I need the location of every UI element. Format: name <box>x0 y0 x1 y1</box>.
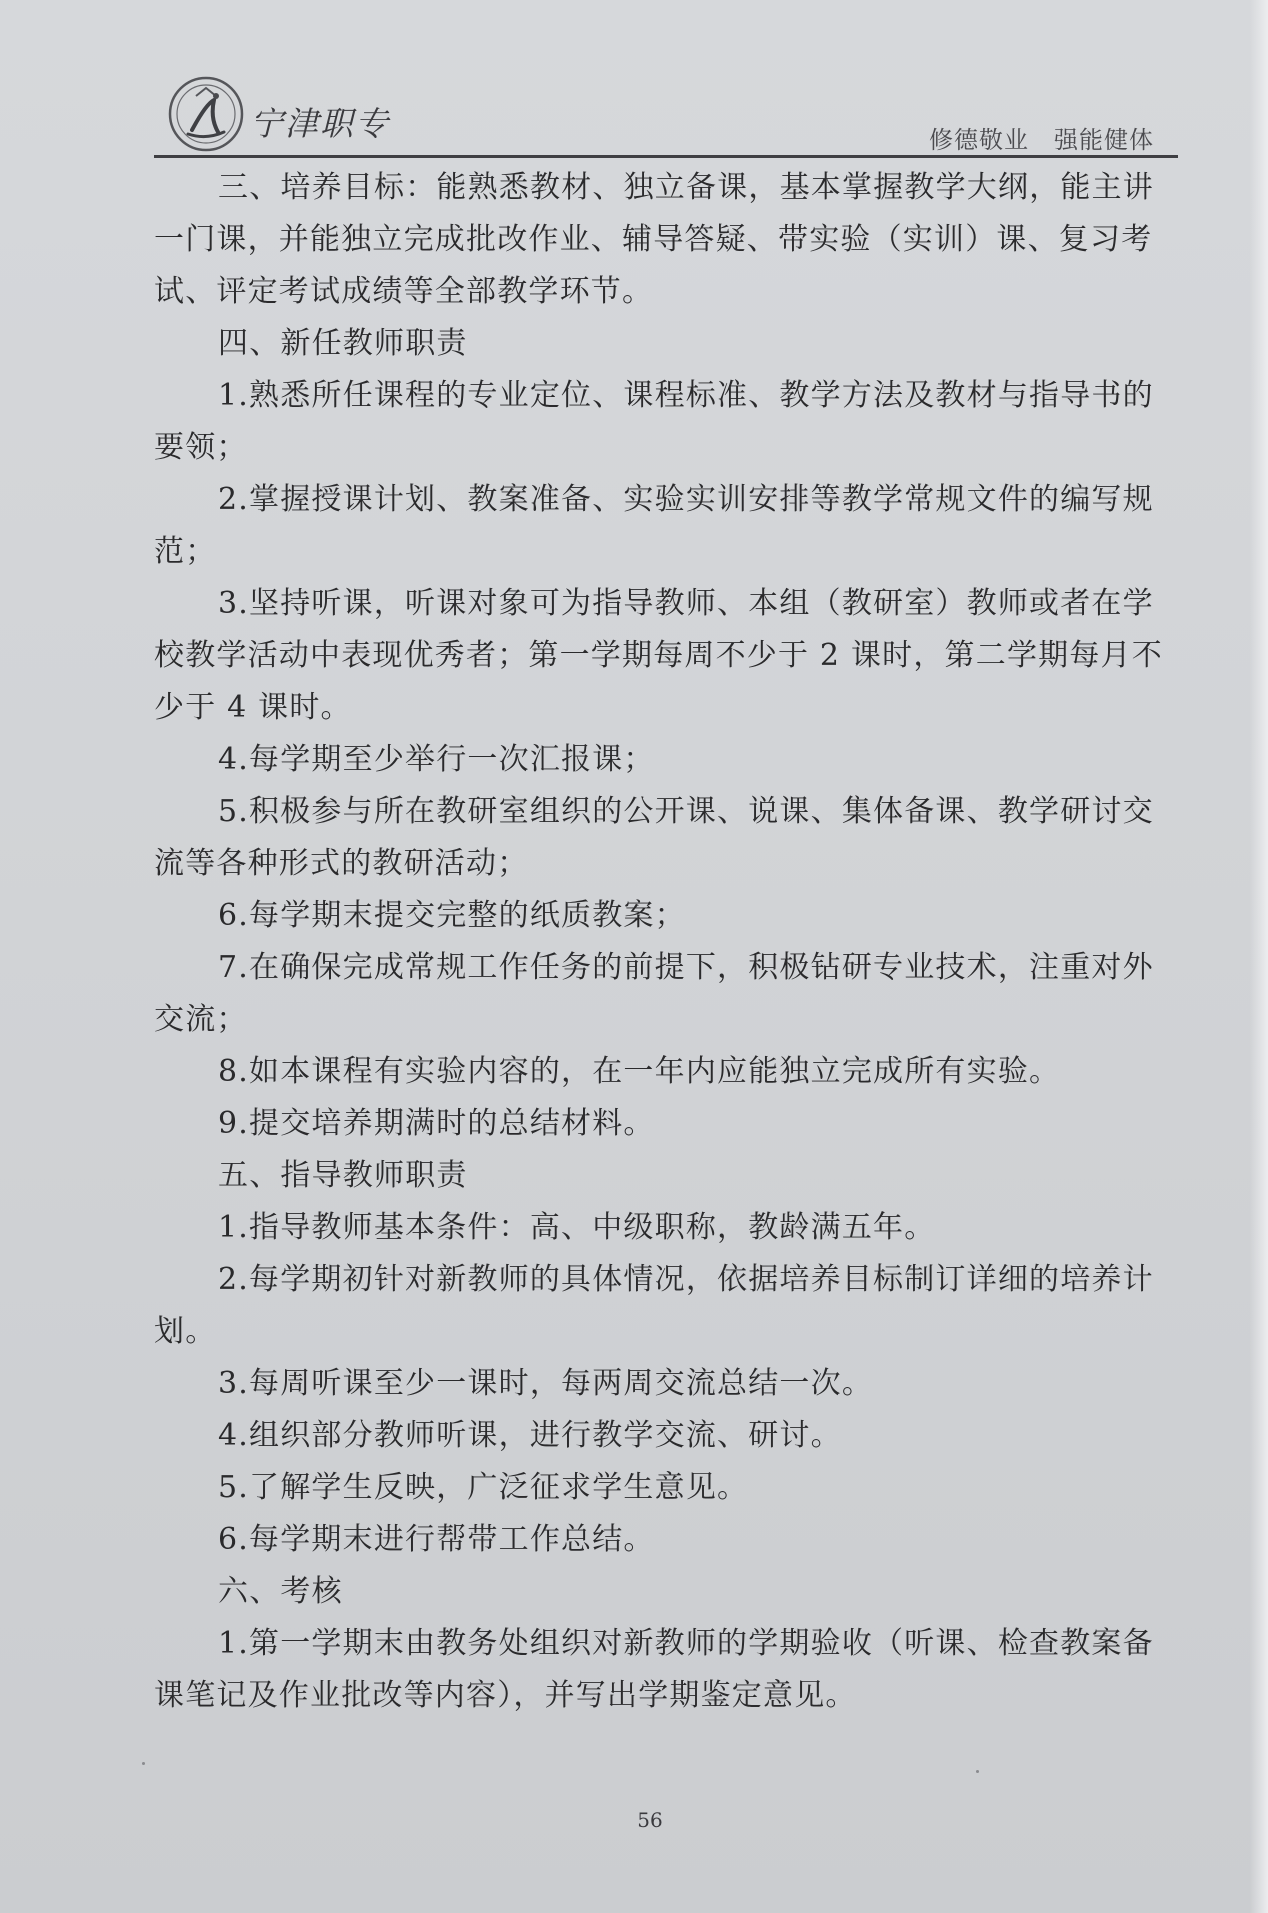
text-line: 五、指导教师职责 <box>218 1158 468 1193</box>
text-line: 5.积极参与所在教研室组织的公开课、说课、集体备课、教学研讨交 <box>218 794 1154 829</box>
paragraph <box>154 318 1166 370</box>
text-line: 六、考核 <box>218 1574 343 1609</box>
text-line: 1.熟悉所任课程的专业定位、课程标准、教学方法及教材与指导书的 <box>218 378 1154 413</box>
text-line: 7.在确保完成常规工作任务的前提下，积极钻研专业技术，注重对外 <box>218 950 1154 985</box>
text-line: 3.坚持听课，听课对象可为指导教师、本组（教研室）教师或者在学 <box>218 586 1154 621</box>
page-edge-shade <box>1250 0 1268 1913</box>
paragraph <box>154 942 1166 1046</box>
text-line: 一门课，并能独立完成批改作业、辅导答疑、带实验（实训）课、复习考 <box>154 222 1153 257</box>
paragraph <box>154 1098 1166 1150</box>
text-line: 2.每学期初针对新教师的具体情况，依据培养目标制订详细的培养计 <box>218 1262 1154 1297</box>
page-header <box>154 58 1178 158</box>
text-line: 2.掌握授课计划、教案准备、实验实训安排等教学常规文件的编写规 <box>218 482 1154 517</box>
text-line: 范； <box>154 534 217 569</box>
text-line: 6.每学期末提交完整的纸质教案； <box>218 898 686 933</box>
header-divider <box>154 155 1178 158</box>
school-motto: 修德敬业 强能健体 <box>929 126 1154 154</box>
text-line: 三、培养目标：能熟悉教材、独立备课，基本掌握教学大纲，能主讲 <box>218 170 1154 205</box>
text-line: 1.指导教师基本条件：高、中级职称，教龄满五年。 <box>218 1210 936 1245</box>
text-line: 试、评定考试成绩等全部教学环节。 <box>154 274 654 309</box>
text-line: 4.组织部分教师听课，进行教学交流、研讨。 <box>218 1418 842 1453</box>
text-line: 9.提交培养期满时的总结材料。 <box>218 1106 655 1141</box>
paragraph <box>154 1254 1166 1358</box>
paragraph <box>154 1566 1166 1618</box>
paper-speck <box>976 1770 979 1773</box>
paragraph <box>154 786 1166 890</box>
text-line: 流等各种形式的教研活动； <box>154 846 529 881</box>
text-line: 3.每周听课至少一课时，每两周交流总结一次。 <box>218 1366 874 1401</box>
text-line: 少于 4 课时。 <box>154 690 352 725</box>
text-line: 课笔记及作业批改等内容），并写出学期鉴定意见。 <box>154 1678 857 1713</box>
text-line: 要领； <box>154 430 248 465</box>
page-number: 56 <box>637 1808 663 1832</box>
school-name: 宁津职专 <box>250 104 390 143</box>
text-line: 5.了解学生反映，广泛征求学生意见。 <box>218 1470 749 1505</box>
paragraph <box>154 474 1166 578</box>
text-line: 8.如本课程有实验内容的，在一年内应能独立完成所有实验。 <box>218 1054 1061 1089</box>
paragraph <box>154 1410 1166 1462</box>
document-body <box>154 162 1166 1722</box>
paragraph <box>154 1462 1166 1514</box>
paragraph <box>154 370 1166 474</box>
school-logo-icon <box>166 74 246 154</box>
paragraph <box>154 578 1166 734</box>
text-line: 四、新任教师职责 <box>218 326 468 361</box>
paper-speck <box>142 1762 145 1765</box>
paragraph <box>154 890 1166 942</box>
paragraph <box>154 1046 1166 1098</box>
text-line: 6.每学期末进行帮带工作总结。 <box>218 1522 655 1557</box>
paragraph <box>154 1202 1166 1254</box>
paragraph <box>154 1150 1166 1202</box>
paragraph <box>154 1514 1166 1566</box>
paragraph <box>154 734 1166 786</box>
text-line: 交流； <box>154 1002 248 1037</box>
text-line: 划。 <box>154 1314 217 1349</box>
text-line: 校教学活动中表现优秀者；第一学期每周不少于 2 课时，第二学期每月不 <box>154 638 1163 673</box>
paragraph <box>154 1358 1166 1410</box>
paragraph <box>154 1618 1166 1722</box>
text-line: 1.第一学期末由教务处组织对新教师的学期验收（听课、检查教案备 <box>218 1626 1154 1661</box>
text-line: 4.每学期至少举行一次汇报课； <box>218 742 655 777</box>
paragraph <box>154 162 1166 318</box>
